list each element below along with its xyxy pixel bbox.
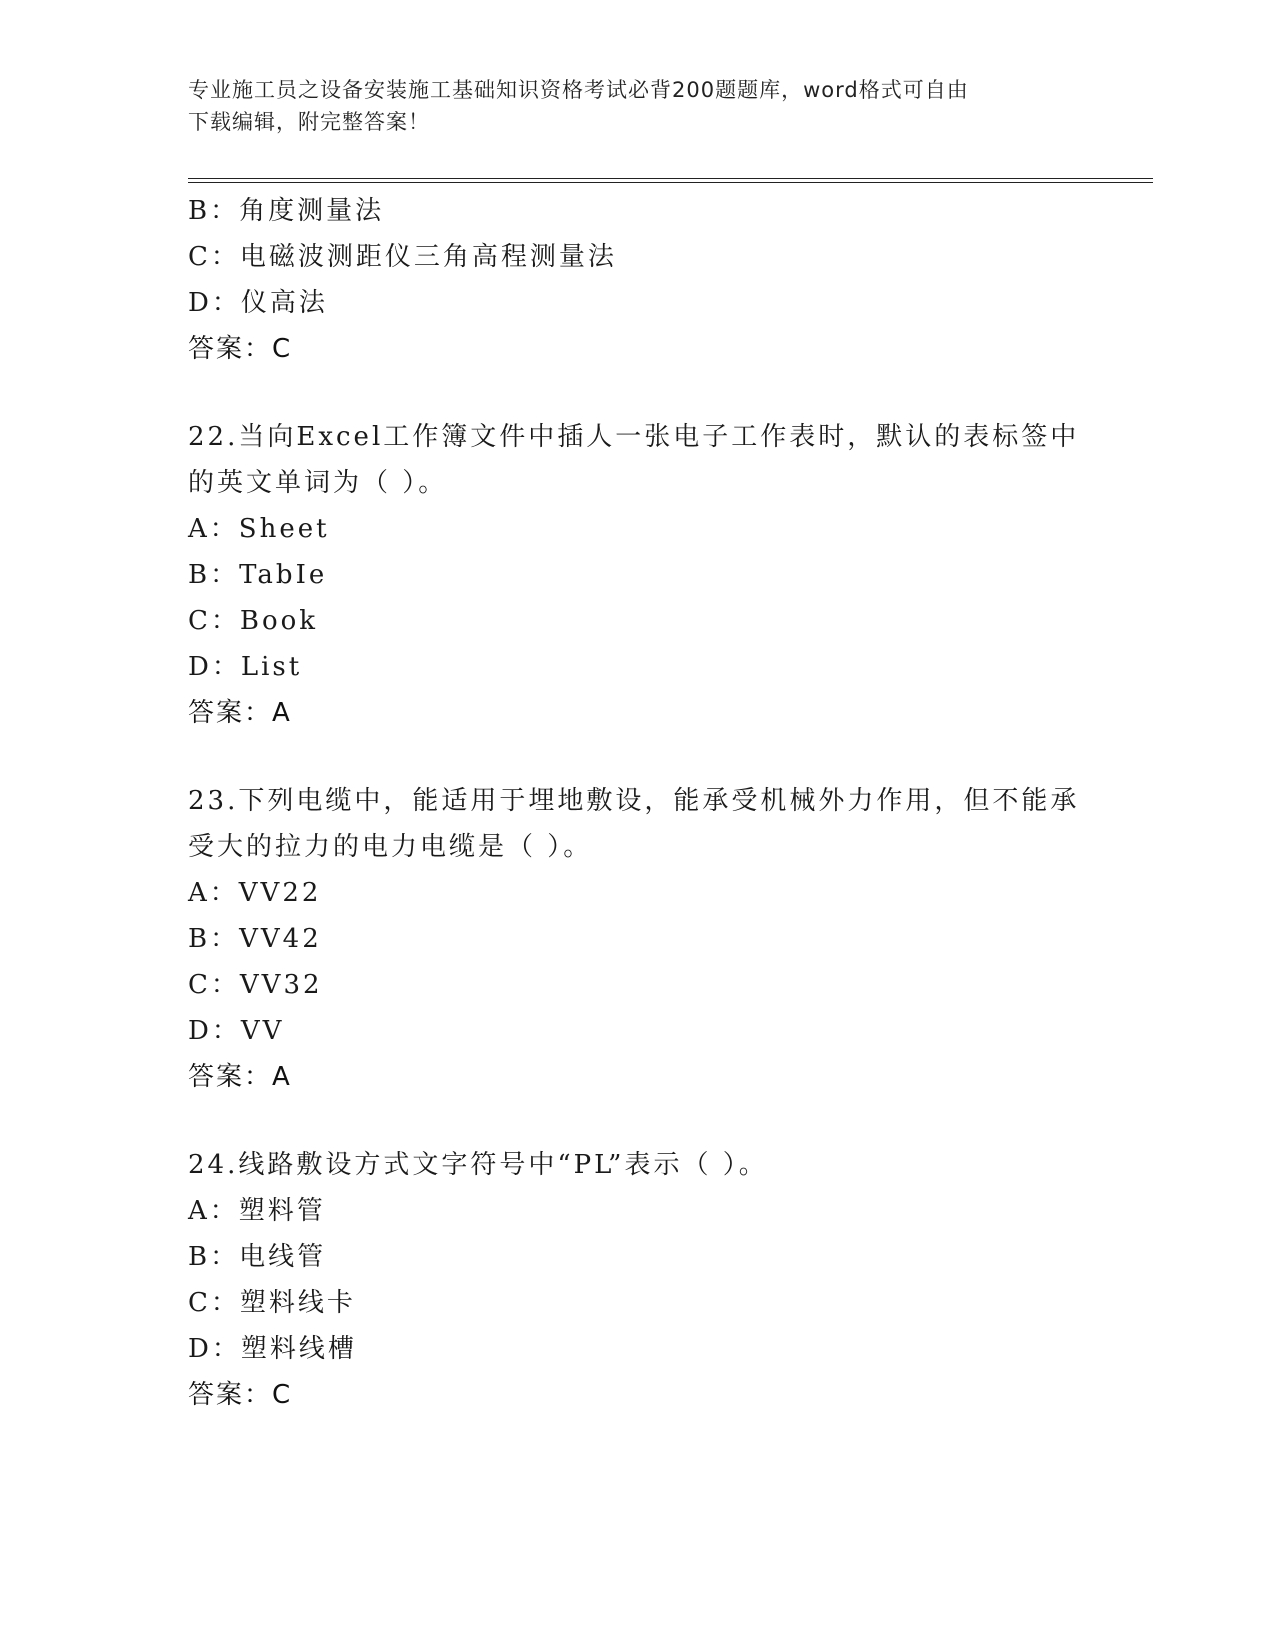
header-divider-top <box>188 178 1153 179</box>
question-text-line-1: 23.下列电缆中，能适用于埋地敷设，能承受机械外力作用，但不能承 <box>188 786 1080 816</box>
option-b: B：VV42 <box>188 924 322 954</box>
question-text-line-2: 受大的拉力的电力电缆是（ ）。 <box>188 832 593 862</box>
question-24 <box>188 1142 1088 1418</box>
option-d: D：List <box>188 652 303 682</box>
header-line-1: 专业施工员之设备安装施工基础知识资格考试必背200题题库，word格式可自由 <box>188 78 969 102</box>
answer-line: 答案：A <box>188 698 292 728</box>
question-text-line-1: 24.线路敷设方式文字符号中“PL”表示（ ）。 <box>188 1150 768 1180</box>
header-divider-bottom <box>188 182 1153 183</box>
continued-question <box>188 188 1088 372</box>
option-b: B：角度测量法 <box>188 196 385 226</box>
option-d: D：塑料线槽 <box>188 1334 357 1364</box>
question-23 <box>188 778 1088 1100</box>
question-22 <box>188 414 1088 736</box>
document-header <box>188 74 1078 138</box>
answer-line: 答案：A <box>188 1062 292 1092</box>
option-a: A：Sheet <box>188 514 330 544</box>
option-d: D：VV <box>188 1016 285 1046</box>
answer-line: 答案：C <box>188 1380 293 1410</box>
option-a: A：塑料管 <box>188 1196 326 1226</box>
question-text-line-1: 22.当向Excel工作簿文件中插人一张电子工作表时，默认的表标签中 <box>188 422 1080 452</box>
option-d: D：仪高法 <box>188 288 328 318</box>
header-line-2: 下载编辑，附完整答案！ <box>188 110 430 134</box>
option-c: C：塑料线卡 <box>188 1288 356 1318</box>
option-c: C：Book <box>188 606 319 636</box>
option-c: C：VV32 <box>188 970 323 1000</box>
question-list <box>188 188 1088 1418</box>
question-text-line-2: 的英文单词为（ ）。 <box>188 468 448 498</box>
option-c: C：电磁波测距仪三角高程测量法 <box>188 242 617 272</box>
option-b: B：电线管 <box>188 1242 327 1272</box>
option-a: A：VV22 <box>188 878 322 908</box>
answer-line: 答案：C <box>188 334 293 364</box>
option-b: B：TabIe <box>188 560 328 590</box>
